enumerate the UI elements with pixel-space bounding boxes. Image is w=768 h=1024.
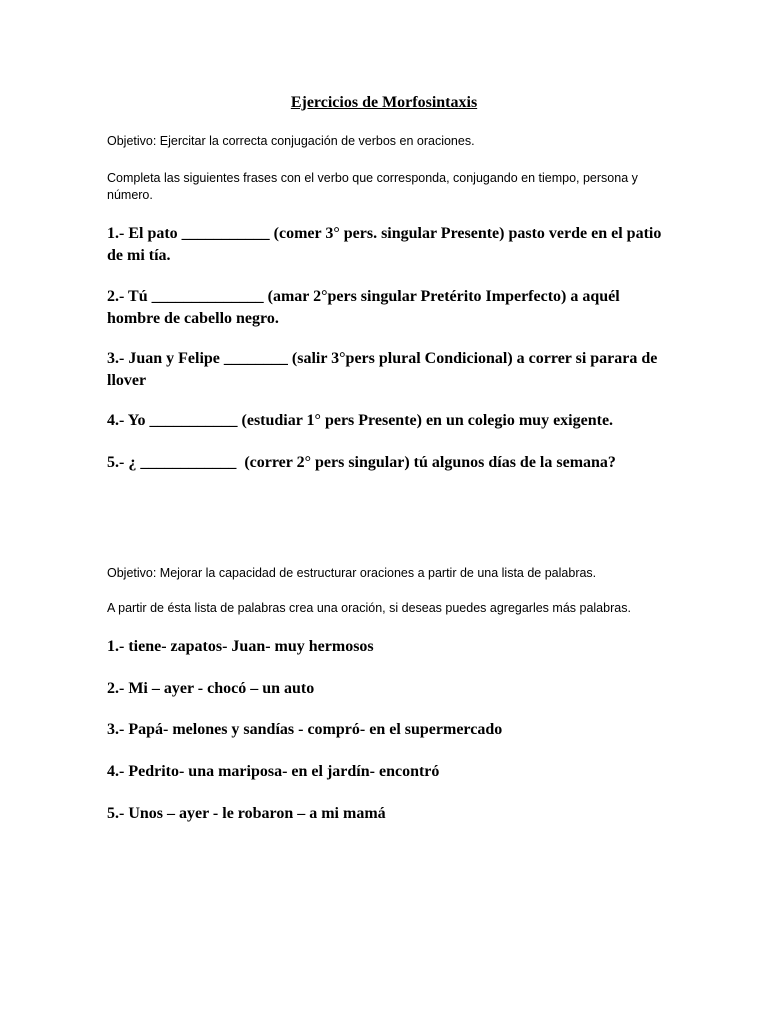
conjugation-item-1: 1.- El pato ___________ (comer 3° pers. singular Presente) pasto verde en el patio de mi tía. [107, 225, 666, 264]
conjugation-item-4: 4.- Yo ___________ (estudiar 1° pers Presente) en un colegio muy exigente. [107, 412, 614, 429]
word-list-item-5: 5.- Unos – ayer - le robaron – a mi mamá [107, 805, 386, 822]
word-list-item-2: 2.- Mi – ayer - chocó – un auto [107, 680, 315, 697]
section2-objective: Objetivo: Mejorar la capacidad de estructurar oraciones a partir de una lista de palabras. [107, 566, 597, 580]
conjugation-item-2: 2.- Tú ______________ (amar 2°pers singular Pretérito Imperfecto) a aquél hombre de cabello negro. [107, 288, 624, 327]
page-title: Ejercicios de Morfosintaxis [290, 94, 478, 111]
conjugation-item-5: 5.- ¿ ____________ (correr 2° pers singular) tú algunos días de la semana? [107, 454, 616, 471]
word-list-item-1: 1.- tiene- zapatos- Juan- muy hermosos [107, 638, 374, 655]
word-list-item-3: 3.- Papá- melones y sandías - compró- en el supermercado [107, 721, 503, 738]
section1-instruction: Completa las siguientes frases con el verbo que corresponda, conjugando en tiempo, persona y número. [107, 171, 638, 202]
conjugation-item-3: 3.- Juan y Felipe ________ (salir 3°pers plural Condicional) a correr si parara de llover [107, 350, 662, 389]
section1-objective: Objetivo: Ejercitar la correcta conjugación de verbos en oraciones. [107, 134, 475, 148]
section2-instruction: A partir de ésta lista de palabras crea una oración, si deseas puedes agregarles más palabras. [107, 601, 631, 615]
word-list-item-4: 4.- Pedrito- una mariposa- en el jardín- encontró [107, 763, 440, 780]
